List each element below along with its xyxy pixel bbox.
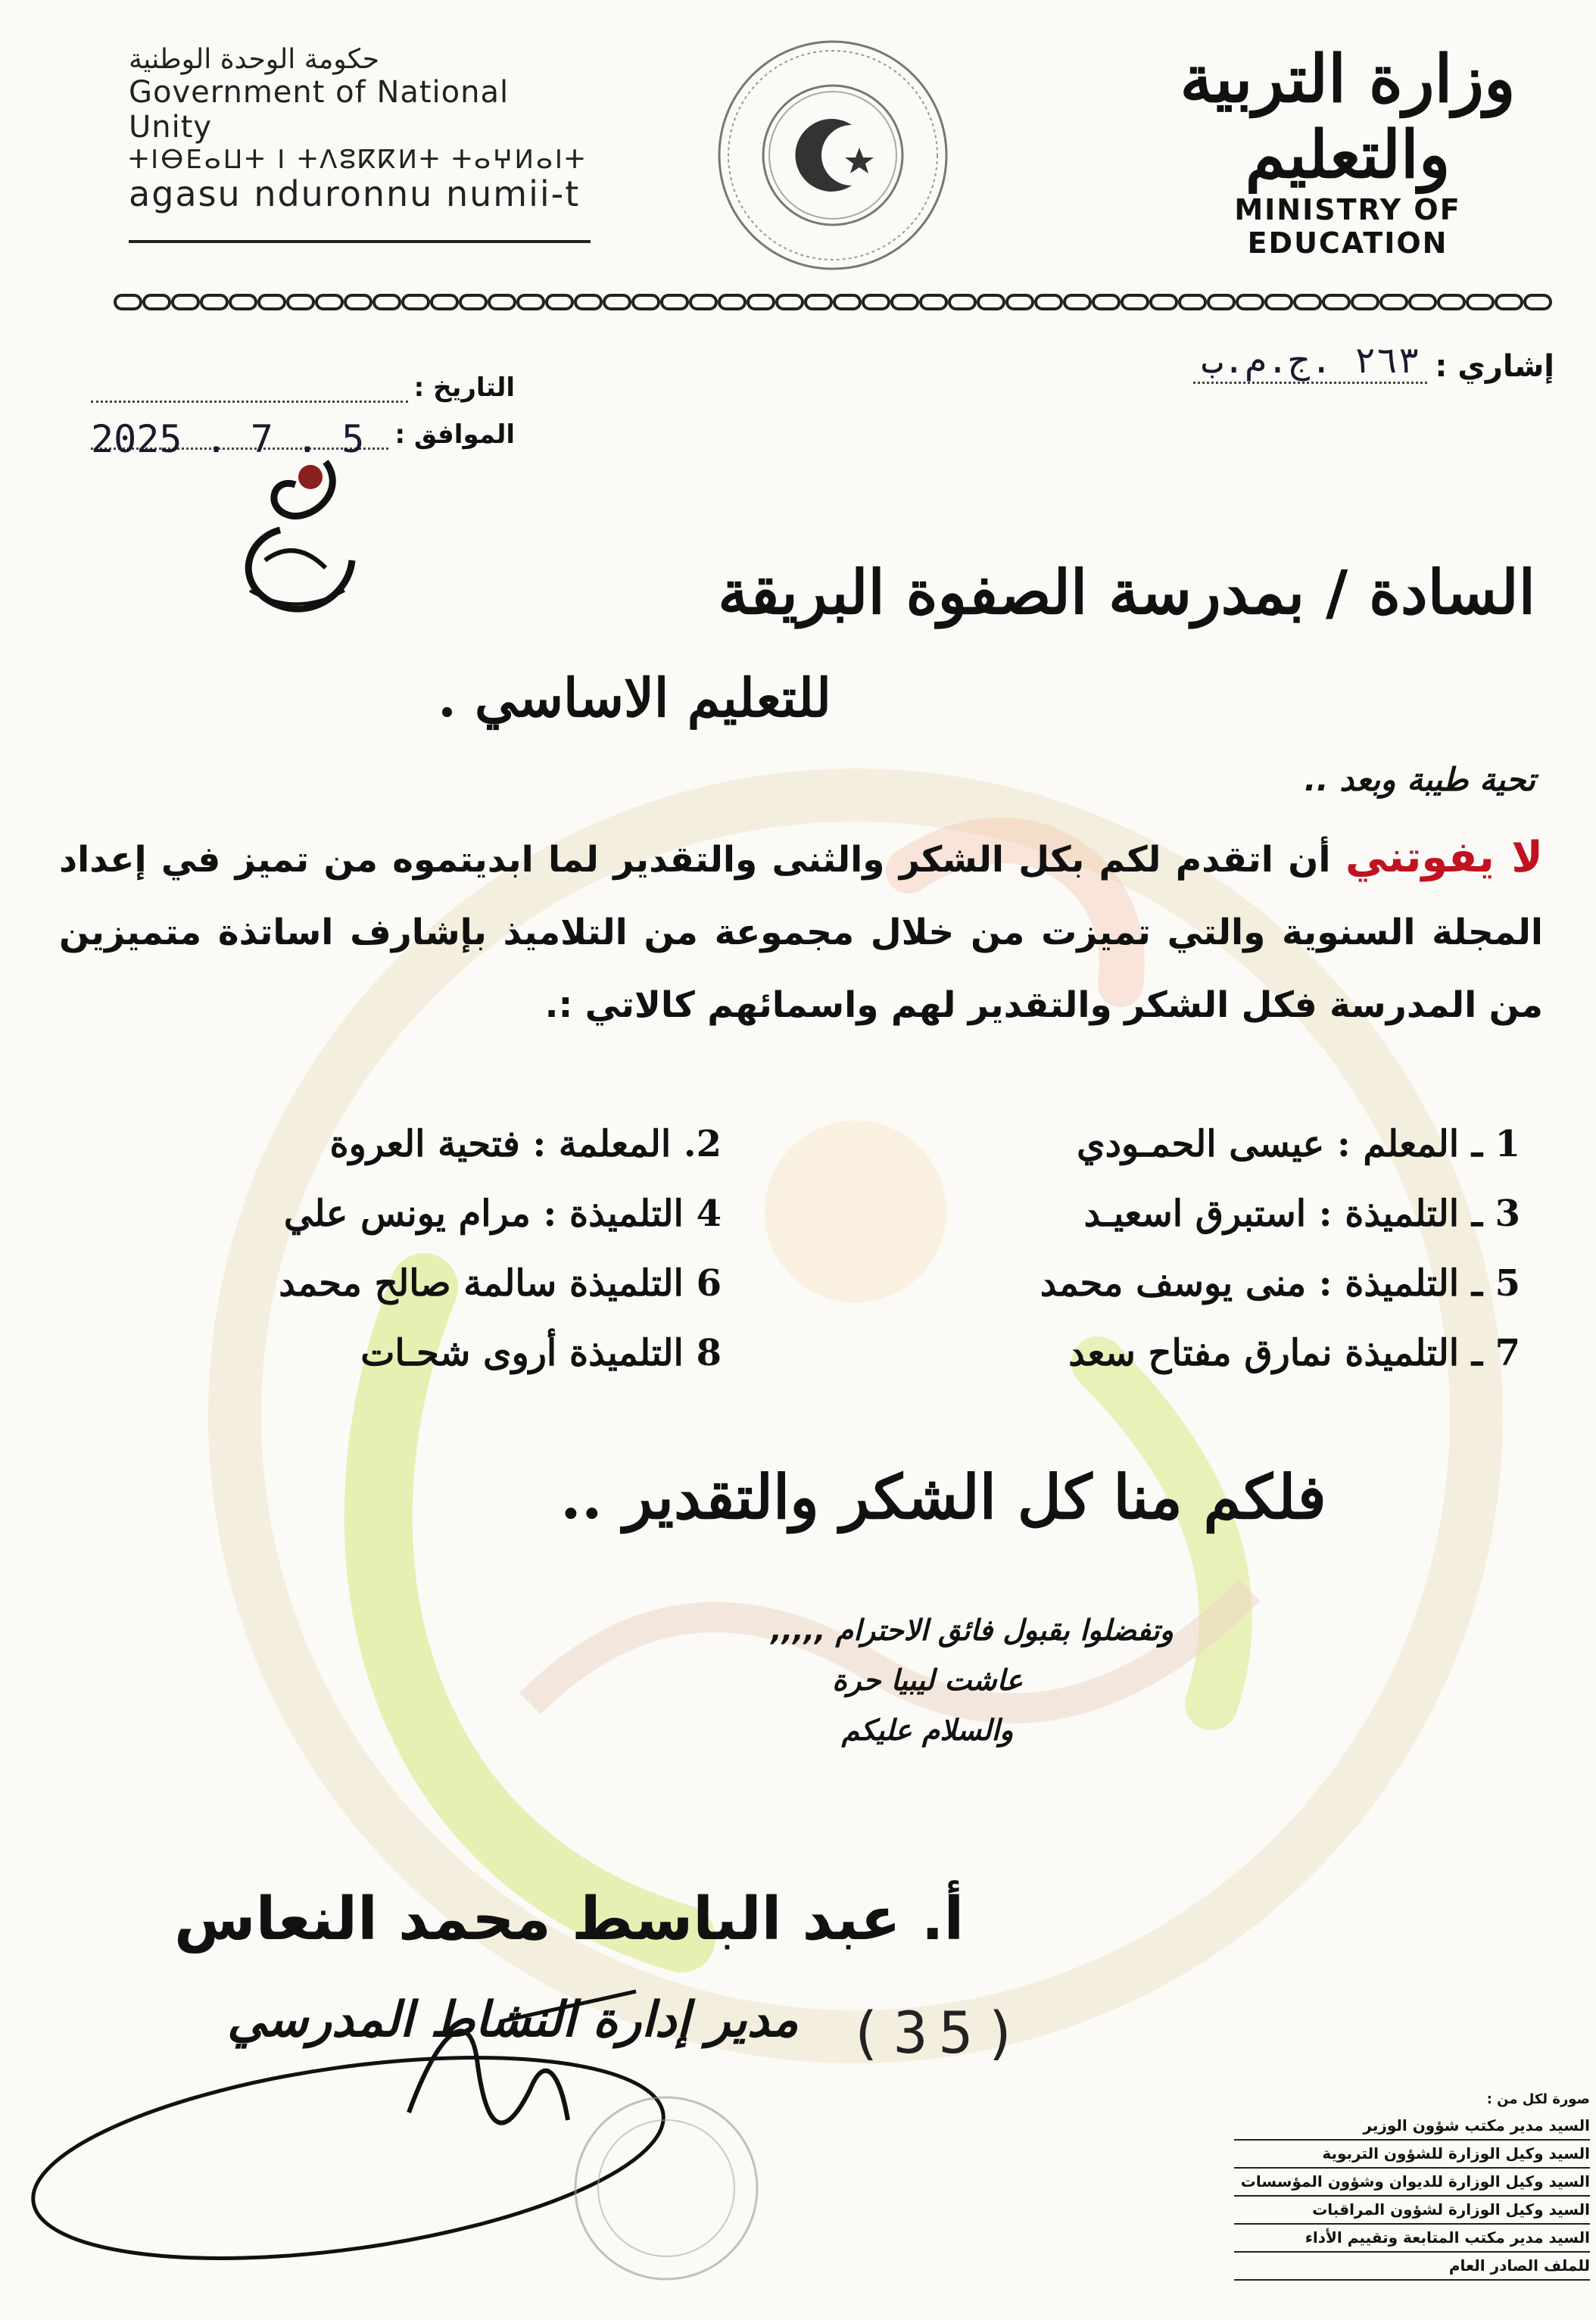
ministry-name-english: MINISTRY OF EDUCATION (1234, 193, 1461, 260)
date-row (91, 356, 515, 403)
corresponding-date-value: 2025 . 7 . 5 (91, 417, 388, 450)
copies-list (1234, 2086, 1590, 2281)
corresponding-date-row (91, 403, 515, 461)
thanks-line: فلكم منا كل الشكر والتقدير .. (560, 1461, 1326, 1533)
list-item: 4 التلميذة : مرام يونس علي (283, 1193, 722, 1235)
list-item: 6 التلميذة سالمة صالح محمد (279, 1262, 722, 1305)
names-row (104, 1179, 1520, 1249)
government-name-arabic: حكومة الوحدة الوطنية (129, 44, 380, 75)
addressee-line-1: السادة / بمدرسة الصفوة البريقة (718, 557, 1535, 628)
signer-name: أ. عبد الباسط محمد النعاس (174, 1885, 965, 1954)
list-item: 5 ـ التلميذة : منى يوسف محمد (1040, 1262, 1520, 1305)
list-item: السيد وكيل الوزارة للشؤون التربوية (1234, 2141, 1590, 2169)
signer-title: مدير إدارة النشاط المدرسي (227, 1991, 799, 2048)
header-divider (129, 240, 591, 243)
names-row (104, 1318, 1520, 1388)
activity-logo-icon (220, 447, 371, 628)
list-item: 7 ـ التلميذة نمارق مفتاح سعد (1068, 1332, 1520, 1374)
body-text: أن اتقدم لكم بكل الشكر والثنى والتقدير لما ابديتموه من تميز في إعداد المجلة السنوية والتي تميزت من خلال مجموعة من التلاميذ بإشارف اساتذة متميزين من المدرسة فكل الشكر والتقدير لهم واسمائهم كالاتي :. (59, 839, 1543, 1026)
list-item: السيد وكيل الوزارة لشؤون المراقبات (1234, 2197, 1590, 2225)
date-label: التاريخ : (413, 373, 515, 403)
closing-libya: عاشت ليبيا حرة (832, 1664, 1023, 1697)
closing-block (681, 1605, 1174, 1755)
government-name-tifinagh: ⵜⵏⴱⴹⴰⵡⵜ ⵏ ⵜⴷⵓⴽⴽⵍⵜ ⵜⴰⵖⵍⴰⵏⵜ (129, 145, 588, 175)
list-item: السيد مدير مكتب المتابعة وتقييم الأداء (1234, 2225, 1590, 2253)
list-item: للملف الصادر العام (1234, 2253, 1590, 2281)
reference-label: إشاري : (1435, 349, 1554, 384)
body-paragraph (59, 822, 1543, 1042)
list-item: 1 ـ المعلم : عيسى الحمـودي (1077, 1123, 1520, 1165)
ministry-header (1136, 42, 1560, 260)
closing-salam: والسلام عليكم (841, 1713, 1014, 1747)
government-name-amazigh: agasu nduronnu numii-t (129, 173, 581, 214)
copies-title: صورة لكل من : (1486, 2091, 1590, 2107)
reference-value: ٢٦٣ .ج.م.ب (1193, 339, 1427, 384)
government-name-english: Government of National Unity (129, 75, 510, 145)
corresponding-date-label: الموافق : (394, 419, 515, 450)
list-item: السيد وكيل الوزارة للديوان وشؤون المؤسسات (1234, 2169, 1590, 2197)
addressee-line-2: للتعليم الاساسي . (438, 666, 831, 729)
reference-number (1193, 339, 1554, 384)
state-seal-icon (708, 30, 958, 280)
list-item: السيد مدير مكتب شؤون الوزير (1234, 2113, 1590, 2141)
body-highlight: لا يفوتني (1345, 833, 1543, 882)
ministry-name-arabic: وزارة التربية والتعليم (1180, 41, 1516, 193)
chain-divider (114, 289, 1552, 315)
closing-respect: وتفضلوا بقبول فائق الاحترام ,,,,, (771, 1614, 1174, 1647)
list-item: 2. المعلمة : فتحية العروة (329, 1123, 722, 1165)
names-list (104, 1109, 1520, 1388)
names-row (104, 1109, 1520, 1179)
date-block (91, 356, 515, 461)
list-item: 3 ـ التلميذة : استبرق اسعيـد (1083, 1193, 1520, 1235)
page-number: (35) (848, 1999, 1030, 2066)
greeting: تحية طيبة وبعد .. (1304, 761, 1535, 798)
date-value (91, 370, 408, 403)
names-row (104, 1249, 1520, 1318)
list-item: 8 التلميذة أروى شحـات (360, 1332, 722, 1374)
government-header (129, 44, 598, 243)
